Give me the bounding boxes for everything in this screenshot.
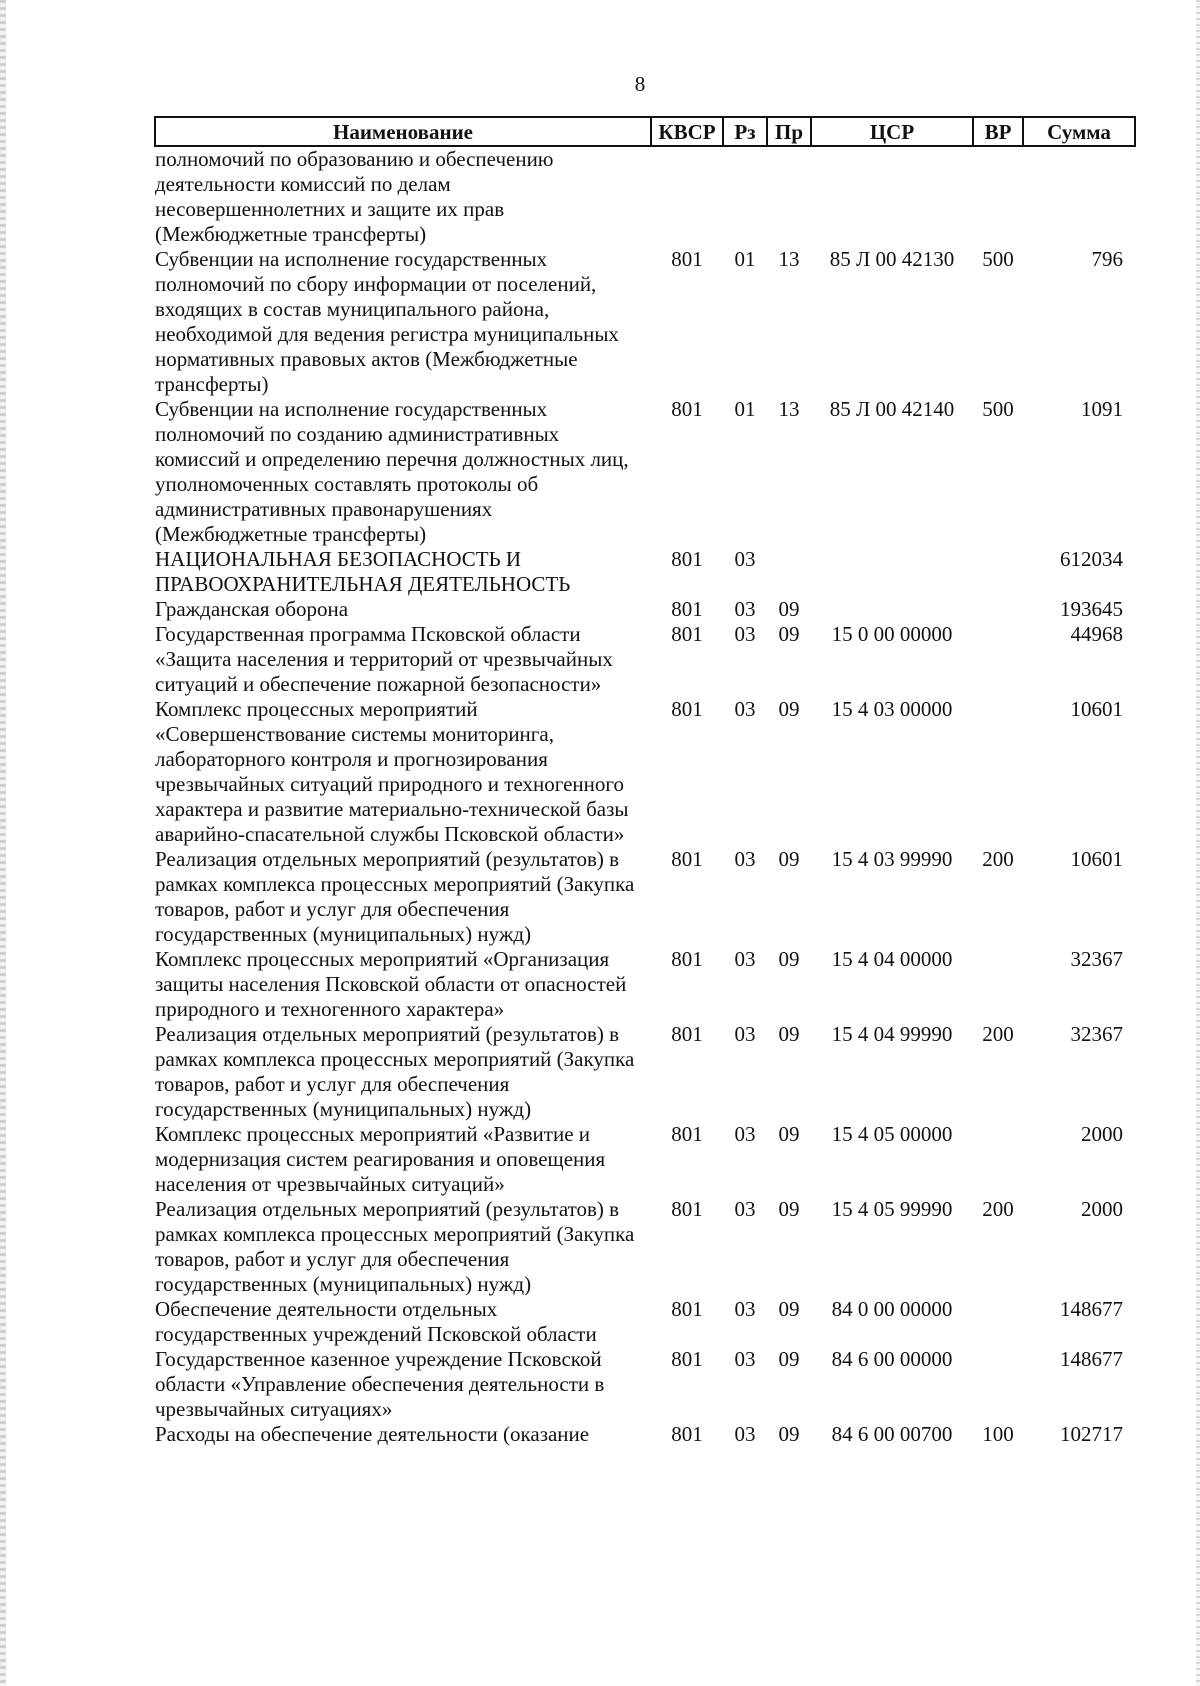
cell-sum: 2000 <box>1081 1122 1123 1146</box>
cell-name: Комплекс процессных мероприятий «Развитие и модернизация систем реагирования и оповещения населения от чрезвычайных ситуаций» <box>155 1122 606 1196</box>
cell-rz: 03 <box>734 622 756 646</box>
header-kvsr: КВСР <box>651 117 723 146</box>
cell-csr: 84 0 00 00000 <box>831 1297 953 1321</box>
scan-edge-right <box>1196 0 1200 1686</box>
cell-pr: 09 <box>778 697 800 721</box>
cell-vr <box>973 146 1023 247</box>
cell-csr: 15 4 03 00000 <box>831 697 953 721</box>
cell-csr: 84 6 00 00000 <box>831 1347 953 1371</box>
table-row <box>155 397 1135 547</box>
cell-kvsr: 801 <box>671 1297 703 1321</box>
cell-name: Обеспечение деятельности отдельных государственных учреждений Псковской области <box>155 1297 597 1346</box>
page-number: 8 <box>634 72 646 96</box>
cell-pr: 09 <box>778 1022 800 1046</box>
cell-rz: 03 <box>734 947 756 971</box>
cell-vr <box>973 697 1023 847</box>
cell-rz <box>723 146 767 247</box>
cell-name: Государственное казенное учреждение Псковской области «Управление обеспечения деятельности в чрезвычайных ситуациях» <box>155 1347 605 1421</box>
cell-sum: 148677 <box>1060 1347 1123 1371</box>
cell-kvsr: 801 <box>671 947 703 971</box>
cell-name: Расходы на обеспечение деятельности (оказание <box>155 1422 590 1446</box>
header-rz: Рз <box>723 117 767 146</box>
cell-kvsr: 801 <box>671 1122 703 1146</box>
cell-csr: 15 0 00 00000 <box>831 622 953 646</box>
table-row <box>155 547 1135 597</box>
cell-pr: 09 <box>778 1122 800 1146</box>
cell-vr <box>973 1297 1023 1347</box>
cell-vr <box>973 622 1023 697</box>
cell-vr: 200 <box>982 1197 1014 1221</box>
cell-kvsr: 801 <box>671 1347 703 1371</box>
table-body <box>155 146 1135 1447</box>
header-sum: Сумма <box>1023 117 1135 146</box>
cell-rz: 03 <box>734 1022 756 1046</box>
cell-csr: 85 Л 00 42140 <box>829 397 955 421</box>
table-row <box>155 1297 1135 1347</box>
cell-vr: 100 <box>982 1422 1014 1446</box>
cell-sum: 148677 <box>1060 1297 1123 1321</box>
table-row <box>155 1022 1135 1122</box>
cell-kvsr: 801 <box>671 247 703 271</box>
cell-sum: 32367 <box>1070 947 1123 971</box>
cell-vr <box>973 1122 1023 1197</box>
cell-pr: 09 <box>778 1422 800 1446</box>
cell-name: Реализация отдельных мероприятий (результатов) в рамках комплекса процессных мероприятий (Закупка товаров, работ и услуг для обеспечения государственных (муниципальных) нужд) <box>155 1022 635 1121</box>
cell-sum: 10601 <box>1070 847 1123 871</box>
cell-name: Реализация отдельных мероприятий (результатов) в рамках комплекса процессных мероприятий (Закупка товаров, работ и услуг для обеспечения государственных (муниципальных) нужд) <box>155 847 635 946</box>
cell-vr <box>973 597 1023 622</box>
cell-pr: 09 <box>778 622 800 646</box>
scan-edge-left <box>0 0 6 1686</box>
cell-sum: 102717 <box>1060 1422 1123 1446</box>
cell-sum: 2000 <box>1081 1197 1123 1221</box>
cell-csr: 85 Л 00 42130 <box>829 247 955 271</box>
cell-pr <box>767 146 811 247</box>
table-row <box>155 947 1135 1022</box>
header-vr: ВР <box>973 117 1023 146</box>
cell-csr: 84 6 00 00700 <box>831 1422 953 1446</box>
table-row <box>155 697 1135 847</box>
cell-csr: 15 4 04 00000 <box>831 947 953 971</box>
cell-pr: 09 <box>778 1297 800 1321</box>
cell-pr: 09 <box>778 847 800 871</box>
cell-name: Субвенции на исполнение государственных полномочий по сбору информации от поселений, входящих в состав муниципального района, необходимой для ведения регистра муниципальных нормативных правовых актов (Межбюджетные трансферты) <box>155 247 619 396</box>
cell-vr <box>973 1347 1023 1422</box>
cell-kvsr: 801 <box>671 397 703 421</box>
cell-name: Реализация отдельных мероприятий (результатов) в рамках комплекса процессных мероприятий (Закупка товаров, работ и услуг для обеспечения государственных (муниципальных) нужд) <box>155 1197 635 1296</box>
cell-csr: 15 4 05 00000 <box>831 1122 953 1146</box>
cell-pr: 09 <box>778 947 800 971</box>
cell-rz: 03 <box>734 847 756 871</box>
table-row <box>155 597 1135 622</box>
budget-table <box>154 116 1136 1447</box>
cell-sum: 44968 <box>1070 622 1123 646</box>
cell-name: Комплекс процессных мероприятий «Организация защиты населения Псковской области от опасностей природного и техногенного характера» <box>155 947 627 1021</box>
table-row <box>155 146 1135 247</box>
table-row <box>155 1197 1135 1297</box>
cell-csr: 15 4 05 99990 <box>831 1197 953 1221</box>
cell-name: НАЦИОНАЛЬНАЯ БЕЗОПАСНОСТЬ И ПРАВООХРАНИТЕЛЬНАЯ ДЕЯТЕЛЬНОСТЬ <box>155 547 571 596</box>
cell-rz: 03 <box>734 1347 756 1371</box>
cell-sum: 1091 <box>1081 397 1123 421</box>
cell-vr: 200 <box>982 847 1014 871</box>
cell-sum: 32367 <box>1070 1022 1123 1046</box>
cell-vr <box>973 947 1023 1022</box>
table-row <box>155 1122 1135 1197</box>
table-row <box>155 847 1135 947</box>
cell-rz: 03 <box>734 597 756 621</box>
cell-pr: 13 <box>778 247 800 271</box>
cell-name: Государственная программа Псковской области «Защита населения и территорий от чрезвычайных ситуаций и обеспечение пожарной безопасности» <box>155 622 613 696</box>
table-row <box>155 1347 1135 1422</box>
cell-pr: 09 <box>778 1197 800 1221</box>
cell-kvsr: 801 <box>671 847 703 871</box>
table-row <box>155 622 1135 697</box>
cell-rz: 03 <box>734 1297 756 1321</box>
cell-pr <box>767 547 811 597</box>
cell-pr: 09 <box>778 1347 800 1371</box>
cell-csr <box>811 597 973 622</box>
cell-csr <box>811 146 973 247</box>
cell-vr: 500 <box>982 247 1014 271</box>
header-csr: ЦСР <box>811 117 973 146</box>
cell-sum: 10601 <box>1070 697 1123 721</box>
cell-rz: 03 <box>734 1422 756 1446</box>
cell-pr: 09 <box>778 597 800 621</box>
table-row <box>155 247 1135 397</box>
cell-csr <box>811 547 973 597</box>
cell-name: Комплекс процессных мероприятий «Совершенствование системы мониторинга, лабораторного контроля и прогнозирования чрезвычайных ситуаций природного и техногенного характера и развитие материально-технической базы аварийно-спасательной службы Псковской области» <box>155 697 629 846</box>
cell-name: полномочий по образованию и обеспечению деятельности комиссий по делам несовершеннолетних и защите их прав (Межбюджетные трансферты) <box>155 147 554 246</box>
table-row <box>155 1422 1135 1447</box>
cell-kvsr: 801 <box>671 1197 703 1221</box>
cell-rz: 03 <box>734 697 756 721</box>
cell-rz: 01 <box>734 397 756 421</box>
header-pr: Пр <box>767 117 811 146</box>
cell-sum: 796 <box>1091 247 1123 271</box>
cell-sum: 612034 <box>1060 547 1123 571</box>
table-header <box>155 117 1135 146</box>
cell-name: Субвенции на исполнение государственных полномочий по созданию административных комиссий и определению перечня должностных лиц, уполномоченных составлять протоколы об административных правонарушениях (Межбюджетные трансферты) <box>155 397 629 546</box>
cell-csr: 15 4 04 99990 <box>831 1022 953 1046</box>
cell-rz: 03 <box>734 1122 756 1146</box>
cell-vr: 200 <box>982 1022 1014 1046</box>
header-name: Наименование <box>155 117 651 146</box>
cell-rz: 03 <box>734 547 756 571</box>
cell-name: Гражданская оборона <box>155 597 349 621</box>
cell-kvsr: 801 <box>671 547 703 571</box>
cell-csr: 15 4 03 99990 <box>831 847 953 871</box>
cell-kvsr: 801 <box>671 597 703 621</box>
cell-kvsr <box>651 146 723 247</box>
cell-kvsr: 801 <box>671 1422 703 1446</box>
cell-kvsr: 801 <box>671 697 703 721</box>
cell-pr: 13 <box>778 397 800 421</box>
cell-rz: 01 <box>734 247 756 271</box>
cell-rz: 03 <box>734 1197 756 1221</box>
cell-kvsr: 801 <box>671 1022 703 1046</box>
cell-vr <box>973 547 1023 597</box>
cell-vr: 500 <box>982 397 1014 421</box>
cell-sum: 193645 <box>1060 597 1123 621</box>
cell-sum <box>1023 146 1135 247</box>
cell-kvsr: 801 <box>671 622 703 646</box>
